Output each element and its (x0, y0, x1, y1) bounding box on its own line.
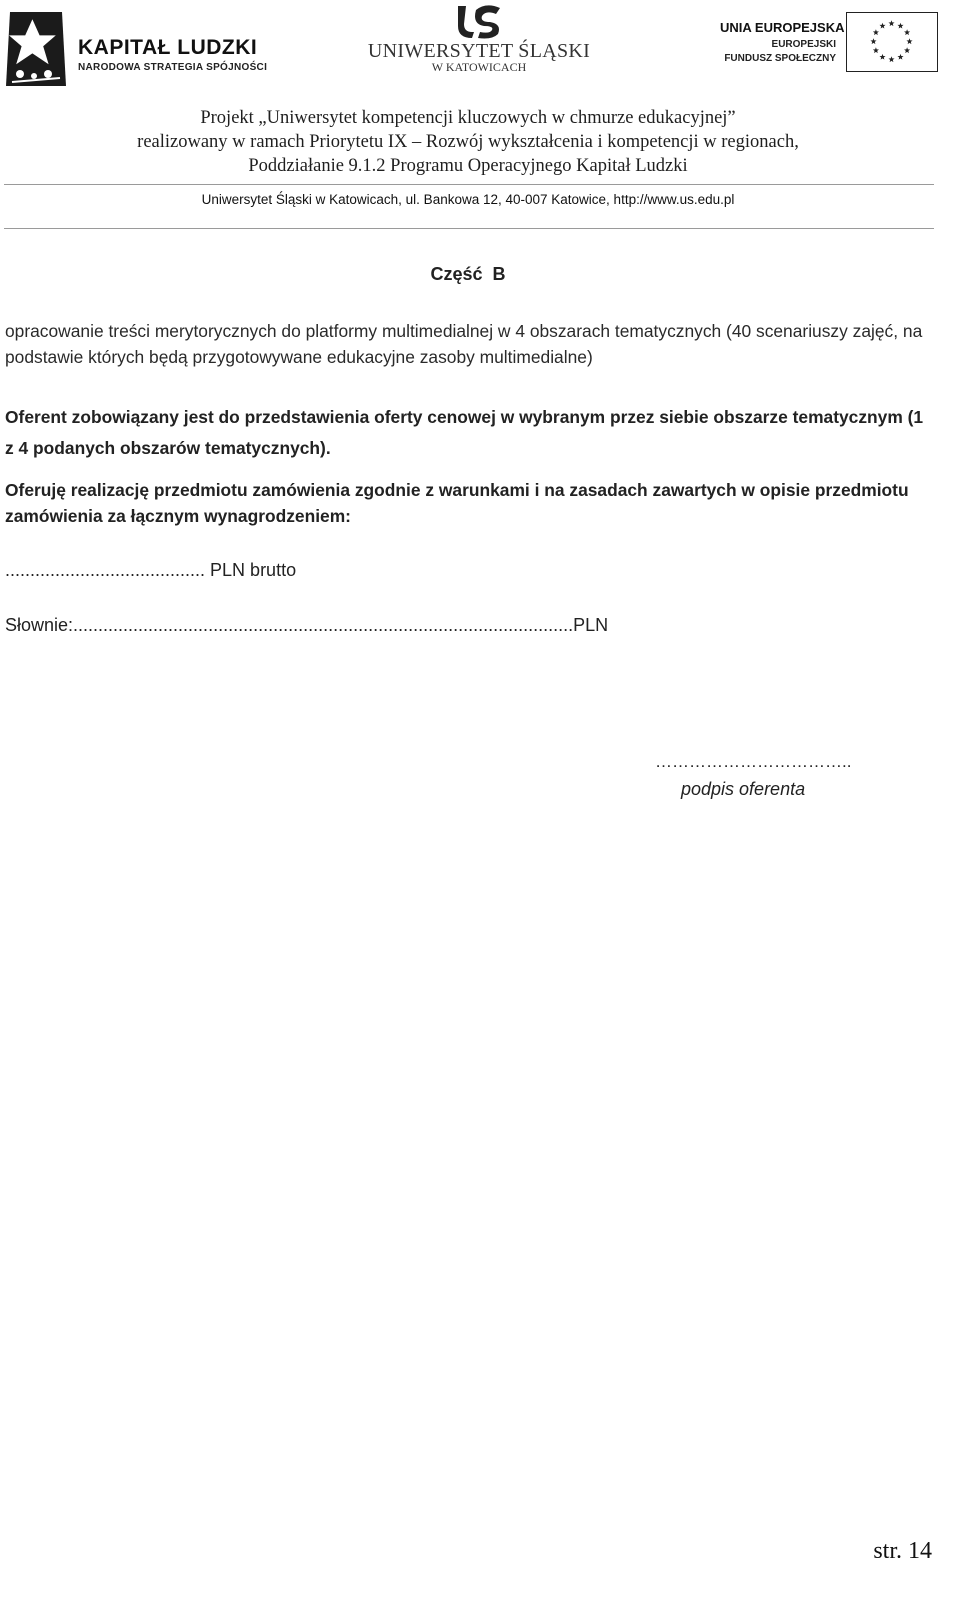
offer-statement: Oferuję realizację przedmiotu zamówienia zgodnie z warunkami i na zasadach zawartych w opisie przedmiotu zamówienia za łącznym wynagrodzeniem: (5, 480, 909, 526)
eu-star-icon (904, 29, 910, 35)
kapital-ludzki-title: KAPITAŁ LUDZKI (78, 36, 258, 59)
kapital-ludzki-subtitle: NARODOWA STRATEGIA SPÓJNOŚCI (78, 62, 268, 73)
project-line-2: realizowany w ramach Priorytetu IX – Rozwój wykształcenia i kompetencji w regionach, (137, 132, 799, 152)
signature-line: …………………………….. (655, 752, 852, 771)
section-description: opracowanie treści merytorycznych do platformy multimedialnej w 4 obszarach tematycznych (40 scenariuszy zajęć, na podstawie których będą przygotowywane edukacyjne zasoby multimedialne) (5, 321, 923, 367)
eu-star-icon (870, 38, 876, 44)
project-line-3: Poddziałanie 9.1.2 Programu Operacyjnego Kapitał Ludzki (248, 156, 688, 176)
university-city: W KATOWICACH (431, 60, 527, 74)
kapital-ludzki-emblem-icon (4, 8, 70, 90)
header-divider (4, 184, 934, 185)
address-divider (4, 228, 934, 229)
eu-star-icon (873, 29, 879, 35)
eu-star-icon (879, 54, 885, 60)
university-name: UNIWERSYTET ŚLĄSKI (367, 40, 591, 62)
eu-fund-line1: EUROPEJSKI (771, 39, 836, 50)
price-gross-field: ........................................ PLN brutto (5, 560, 297, 580)
eu-star-icon (888, 56, 894, 62)
kapital-ludzki-logo (4, 6, 266, 92)
bidder-requirement: Oferent zobowiązany jest do przedstawienia oferty cenowej w wybranym przez siebie obszarze tematycznym (1 z 4 podanych obszarów tematycznych). (5, 407, 924, 458)
signature-label: podpis oferenta (681, 779, 806, 799)
eu-name: UNIA EUROPEJSKA (720, 20, 845, 35)
eu-star-icon (897, 54, 903, 60)
eu-star-icon (904, 47, 910, 53)
eu-star-icon (906, 38, 912, 44)
eu-fund-line2: FUNDUSZ SPOŁECZNY (724, 53, 836, 64)
section-title: Część B (430, 264, 506, 284)
eu-logo (712, 10, 944, 76)
eu-flag-icon (846, 12, 938, 72)
eu-star-icon (873, 47, 879, 53)
header-logos (0, 0, 960, 96)
university-emblem-icon (452, 4, 506, 40)
university-address: Uniwersytet Śląski w Katowicach, ul. Bankowa 12, 40-007 Katowice, http://www.us.edu.pl (201, 192, 735, 207)
eu-star-icon (897, 23, 903, 29)
price-in-words-field: Słownie:....................................................................................................PLN (5, 615, 609, 635)
project-line-1: Projekt „Uniwersytet kompetencji kluczowych w chmurze edukacyjnej” (200, 108, 736, 128)
eu-star-icon (888, 20, 894, 26)
university-logo (366, 4, 592, 78)
page-number: str. 14 (873, 1538, 932, 1564)
eu-star-icon (879, 23, 885, 29)
